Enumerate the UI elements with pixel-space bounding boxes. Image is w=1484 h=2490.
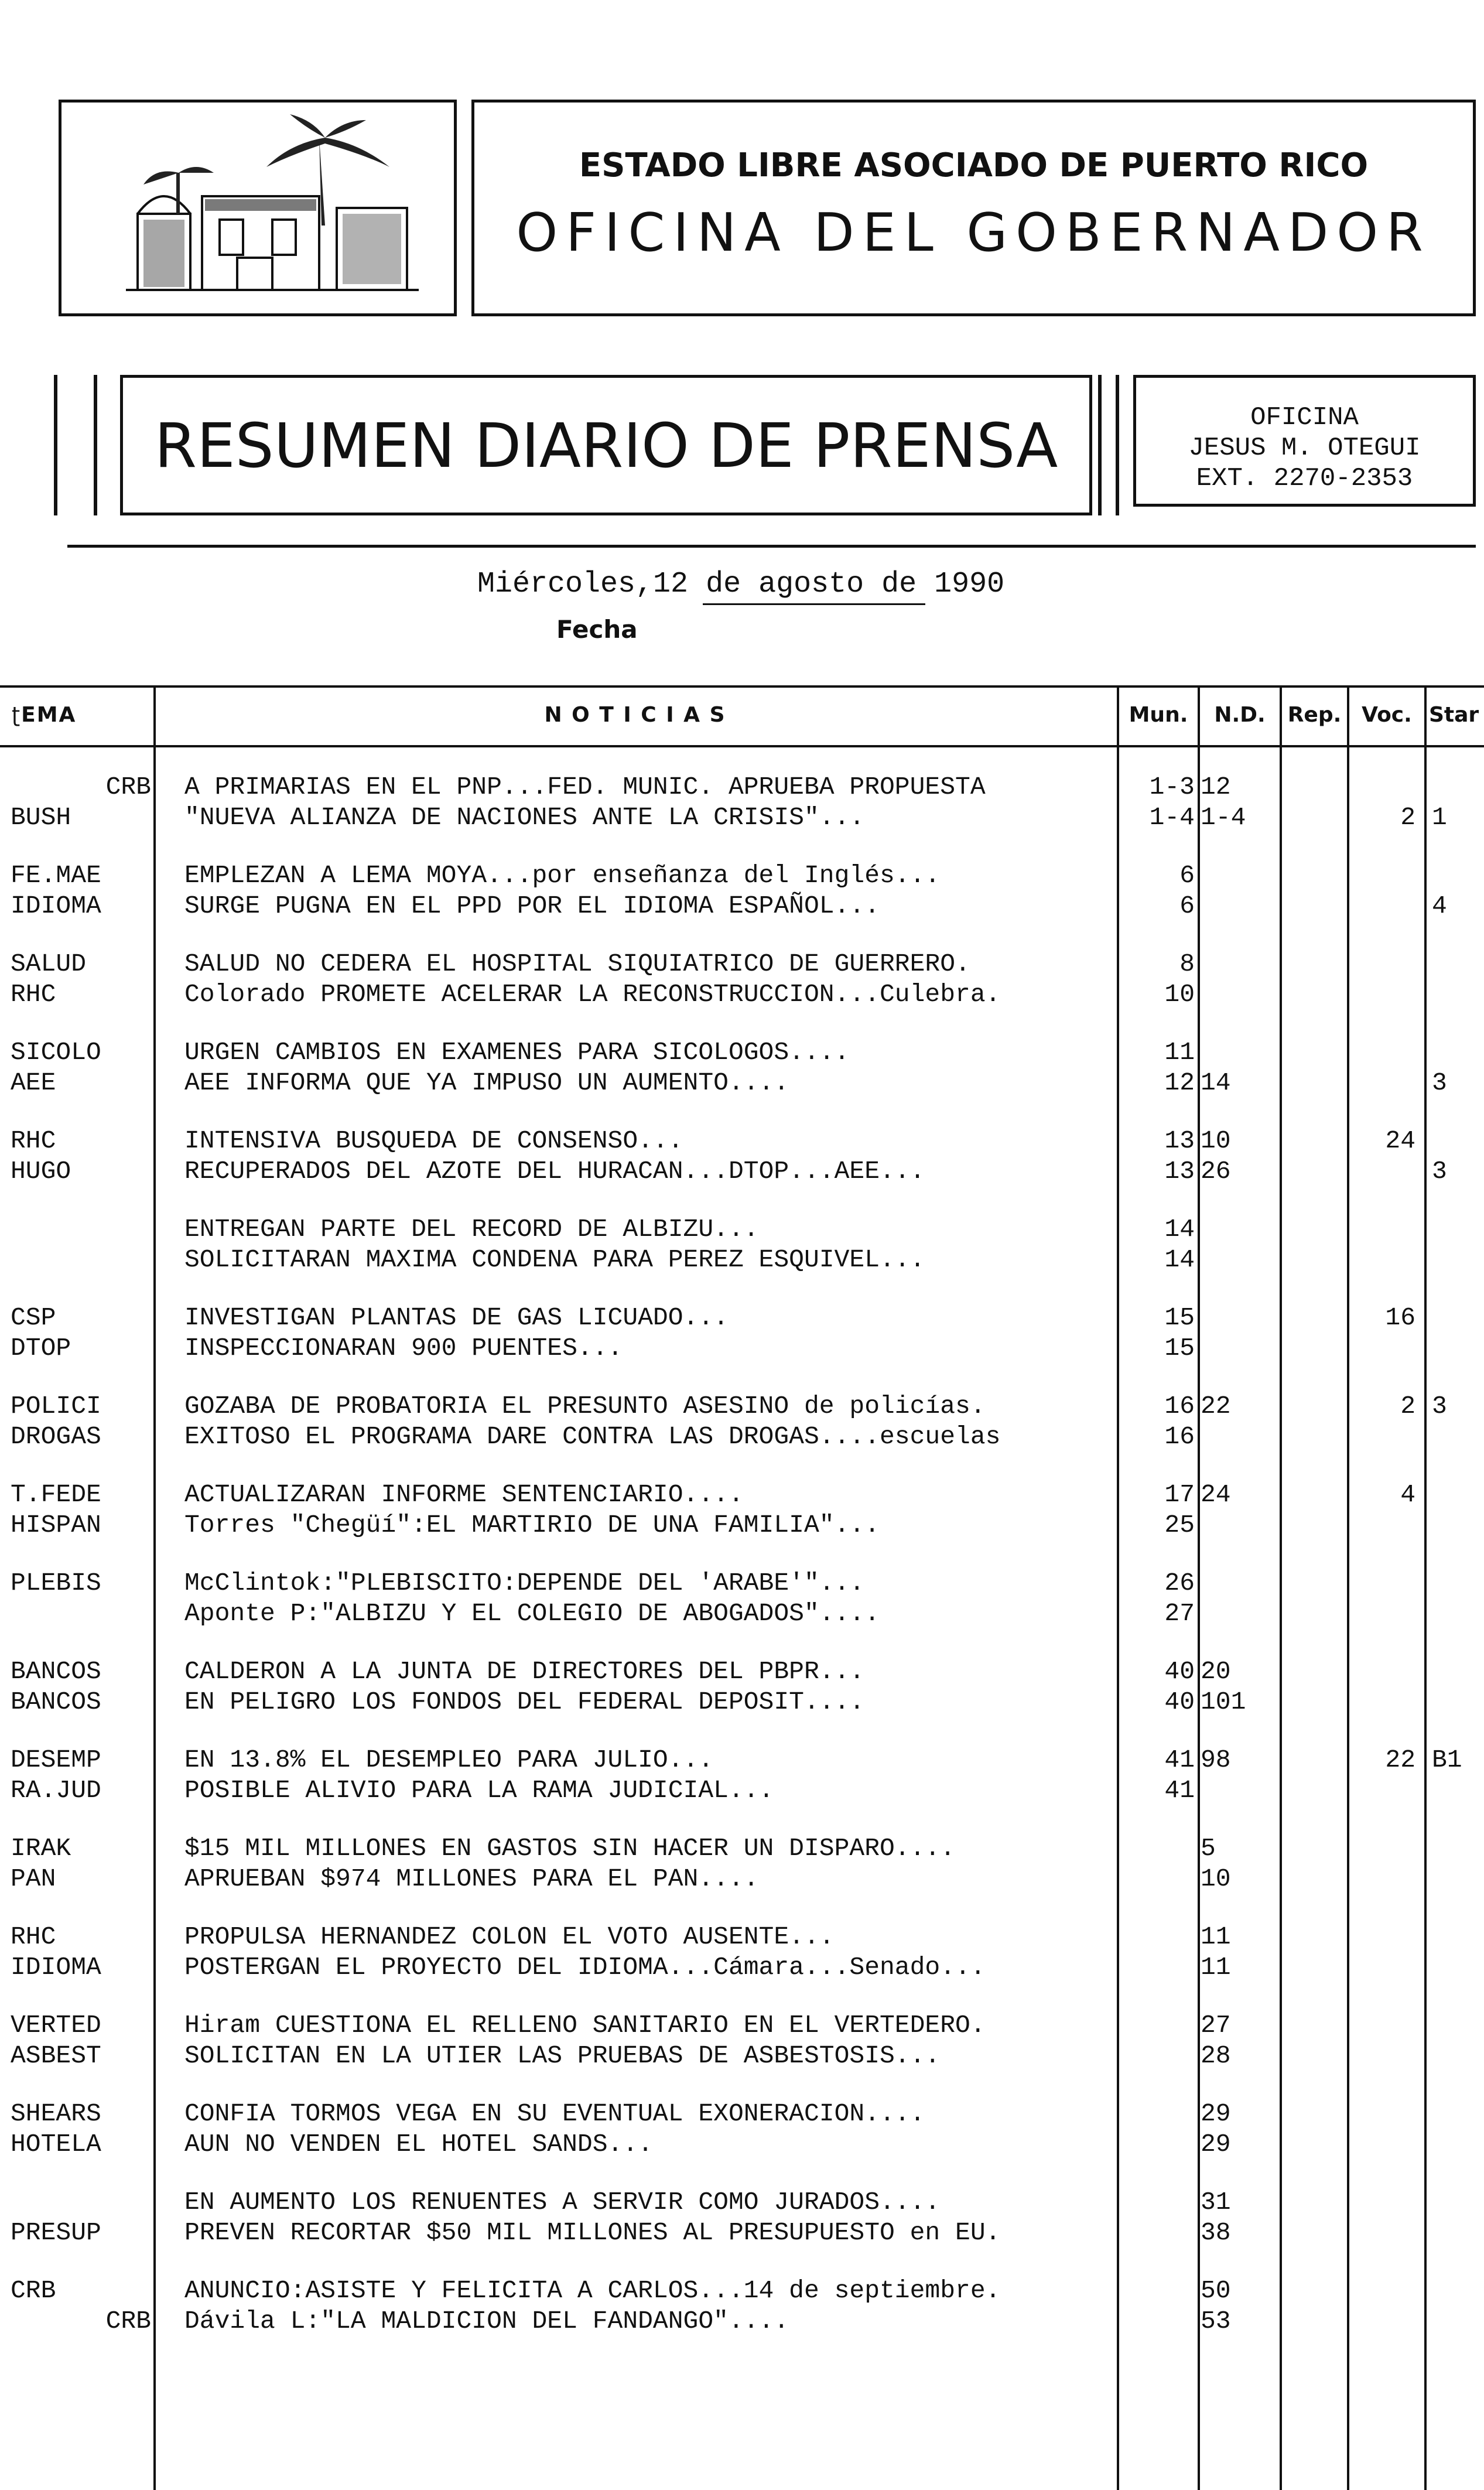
row-voc-page: 4: [1400, 1480, 1415, 1509]
row-mun-page: 14: [1164, 1245, 1195, 1274]
row-mun-page: 15: [1164, 1303, 1195, 1332]
row-nd-page: 11: [1201, 1922, 1231, 1951]
row-mun-page: 11: [1164, 1038, 1195, 1067]
row-nd-page: 5: [1201, 1834, 1216, 1863]
row-nd-page: 10: [1201, 1126, 1231, 1155]
row-headline: Torres "Chegüí":EL MARTIRIO DE UNA FAMILIA"...: [184, 1511, 880, 1539]
row-star-page: B1: [1432, 1746, 1462, 1774]
row-tema: DTOP: [11, 1334, 71, 1362]
row-mun-page: 1-3: [1149, 773, 1195, 801]
col-header-tema-text: EMA: [21, 703, 77, 727]
row-headline: SOLICITARAN MAXIMA CONDENA PARA PEREZ ESQUIVEL...: [184, 1245, 925, 1274]
page-title: RESUMEN DIARIO DE PRENSA: [154, 410, 1058, 481]
row-mun-page: 15: [1164, 1334, 1195, 1362]
row-nd-page: 10: [1201, 1864, 1231, 1893]
row-mun-page: 40: [1164, 1688, 1195, 1716]
row-tema: RHC: [11, 1922, 56, 1951]
office-label: OFICINA: [1250, 403, 1359, 432]
row-mun-page: 1-4: [1149, 803, 1195, 832]
row-tema: DESEMP: [11, 1746, 101, 1774]
row-headline: SOLICITAN EN LA UTIER LAS PRUEBAS DE ASBESTOSIS...: [184, 2041, 941, 2070]
row-voc-page: 16: [1385, 1303, 1415, 1332]
row-headline: POSTERGAN EL PROYECTO DEL IDIOMA...Cámara...Senado...: [184, 1953, 986, 1982]
row-headline: CALDERON A LA JUNTA DE DIRECTORES DEL PBPR...: [184, 1657, 865, 1686]
row-tema: BANCOS: [11, 1657, 101, 1686]
row-nd-page: 98: [1201, 1746, 1231, 1774]
row-tema: FE.MAE: [11, 861, 101, 890]
row-nd-page: 29: [1201, 2130, 1231, 2158]
row-headline: EXITOSO EL PROGRAMA DARE CONTRA LAS DROGAS....escuelas: [184, 1422, 1001, 1451]
row-headline: $15 MIL MILLONES EN GASTOS SIN HACER UN DISPARO....: [184, 1834, 956, 1863]
row-star-page: 3: [1432, 1068, 1447, 1097]
row-tema: BUSH: [11, 803, 71, 832]
row-tema: RA.JUD: [11, 1776, 101, 1805]
row-nd-page: 50: [1201, 2276, 1231, 2305]
row-tema: RHC: [11, 1126, 56, 1155]
row-headline: ANUNCIO:ASISTE Y FELICITA A CARLOS...14 de septiembre.: [184, 2276, 1001, 2305]
row-nd-page: 101: [1201, 1688, 1246, 1716]
row-headline: SURGE PUGNA EN EL PPD POR EL IDIOMA ESPAÑOL...: [184, 892, 880, 920]
row-headline: INSPECCIONARAN 900 PUENTES...: [184, 1334, 623, 1362]
row-tema: VERTED: [11, 2011, 101, 2040]
row-mun-page: 6: [1179, 892, 1195, 920]
row-headline: EN PELIGRO LOS FONDOS DEL FEDERAL DEPOSIT....: [184, 1688, 865, 1716]
row-mun-page: 16: [1164, 1392, 1195, 1420]
row-star-page: 3: [1432, 1392, 1447, 1420]
row-nd-page: 22: [1201, 1392, 1231, 1420]
row-headline: A PRIMARIAS EN EL PNP...FED. MUNIC. APRUEBA PROPUESTA: [184, 773, 986, 801]
col-header-mun: Mun.: [1129, 703, 1188, 727]
row-mun-page: 14: [1164, 1215, 1195, 1244]
office-extension: EXT. 2270-2353: [1196, 464, 1413, 493]
office-line: OFICINA DEL GOBERNADOR: [516, 202, 1431, 264]
row-headline: GOZABA DE PROBATORIA EL PRESUNTO ASESINO de policías.: [184, 1392, 986, 1420]
row-tema: HISPAN: [11, 1511, 101, 1539]
row-nd-page: 38: [1201, 2218, 1231, 2247]
row-headline: INVESTIGAN PLANTAS DE GAS LICUADO...: [184, 1303, 729, 1332]
row-nd-page: 24: [1201, 1480, 1231, 1509]
row-voc-page: 2: [1400, 1392, 1415, 1420]
row-tema: CRB: [11, 2276, 56, 2305]
row-tema: POLICI: [11, 1392, 101, 1420]
row-nd-page: 14: [1201, 1068, 1231, 1097]
row-tema: IRAK: [11, 1834, 71, 1863]
state-line: ESTADO LIBRE ASOCIADO DE PUERTO RICO: [579, 146, 1369, 185]
report-date: Miércoles,12 de agosto de 1990: [477, 568, 1005, 601]
col-header-nd: N.D.: [1214, 703, 1266, 727]
row-tema: CRB: [105, 773, 151, 801]
col-header-voc: Voc.: [1362, 703, 1412, 727]
row-tema: IDIOMA: [11, 892, 101, 920]
row-voc-page: 24: [1385, 1126, 1415, 1155]
row-nd-page: 28: [1201, 2041, 1231, 2070]
row-headline: AUN NO VENDEN EL HOTEL SANDS...: [184, 2130, 653, 2158]
row-tema: PAN: [11, 1864, 56, 1893]
row-tema: PLEBIS: [11, 1569, 101, 1597]
row-voc-page: 22: [1385, 1746, 1415, 1774]
row-headline: EN AUMENTO LOS RENUENTES A SERVIR COMO JURADOS....: [184, 2188, 941, 2216]
row-mun-page: 6: [1179, 861, 1195, 890]
row-tema: RHC: [11, 980, 56, 1009]
row-tema: HOTELA: [11, 2130, 101, 2158]
col-header-noticias: N O T I C I A S: [544, 703, 726, 727]
row-tema: SICOLO: [11, 1038, 101, 1067]
row-mun-page: 13: [1164, 1126, 1195, 1155]
row-headline: ENTREGAN PARTE DEL RECORD DE ALBIZU...: [184, 1215, 759, 1244]
row-headline: EN 13.8% EL DESEMPLEO PARA JULIO...: [184, 1746, 714, 1774]
col-header-tema-cut: ʈ: [12, 703, 22, 727]
col-header-star: Star: [1429, 703, 1479, 727]
row-tema: IDIOMA: [11, 1953, 101, 1982]
row-headline: ACTUALIZARAN INFORME SENTENCIARIO....: [184, 1480, 744, 1509]
row-mun-page: 26: [1164, 1569, 1195, 1597]
row-headline: PROPULSA HERNANDEZ COLON EL VOTO AUSENTE...: [184, 1922, 835, 1951]
row-star-page: 1: [1432, 803, 1447, 832]
row-tema: PRESUP: [11, 2218, 101, 2247]
row-tema: AEE: [11, 1068, 56, 1097]
row-tema: SHEARS: [11, 2099, 101, 2128]
row-headline: SALUD NO CEDERA EL HOSPITAL SIQUIATRICO DE GUERRERO.: [184, 949, 970, 978]
row-nd-page: 27: [1201, 2011, 1231, 2040]
row-mun-page: 13: [1164, 1157, 1195, 1186]
row-nd-page: 26: [1201, 1157, 1231, 1186]
row-mun-page: 8: [1179, 949, 1195, 978]
row-headline: PREVEN RECORTAR $50 MIL MILLONES AL PRESUPUESTO en EU.: [184, 2218, 1001, 2247]
row-mun-page: 12: [1164, 1068, 1195, 1097]
row-headline: Dávila L:"LA MALDICION DEL FANDANGO"....: [184, 2307, 789, 2335]
row-headline: EMPLEZAN A LEMA MOYA...por enseñanza del Inglés...: [184, 861, 941, 890]
row-headline: McClintok:"PLEBISCITO:DEPENDE DEL 'ARABE'"...: [184, 1569, 865, 1597]
row-star-page: 3: [1432, 1157, 1447, 1186]
row-mun-page: 25: [1164, 1511, 1195, 1539]
row-nd-page: 11: [1201, 1953, 1231, 1982]
row-mun-page: 41: [1164, 1776, 1195, 1805]
row-headline: RECUPERADOS DEL AZOTE DEL HURACAN...DTOP...AEE...: [184, 1157, 925, 1186]
row-nd-page: 53: [1201, 2307, 1231, 2335]
row-headline: "NUEVA ALIANZA DE NACIONES ANTE LA CRISIS"...: [184, 803, 865, 832]
row-tema: ASBEST: [11, 2041, 101, 2070]
office-contact-name: JESUS M. OTEGUI: [1188, 433, 1421, 463]
row-headline: Hiram CUESTIONA EL RELLENO SANITARIO EN EL VERTEDERO.: [184, 2011, 986, 2040]
row-nd-page: 20: [1201, 1657, 1231, 1686]
row-headline: URGEN CAMBIOS EN EXAMENES PARA SICOLOGOS....: [184, 1038, 850, 1067]
row-voc-page: 2: [1400, 803, 1415, 832]
row-mun-page: 27: [1164, 1599, 1195, 1628]
row-mun-page: 10: [1164, 980, 1195, 1009]
row-nd-page: 12: [1201, 773, 1231, 801]
row-headline: CONFIA TORMOS VEGA EN SU EVENTUAL EXONERACION....: [184, 2099, 925, 2128]
row-mun-page: 16: [1164, 1422, 1195, 1451]
row-tema: HUGO: [11, 1157, 71, 1186]
row-headline: INTENSIVA BUSQUEDA DE CONSENSO...: [184, 1126, 683, 1155]
row-headline: Colorado PROMETE ACELERAR LA RECONSTRUCCION...Culebra.: [184, 980, 1001, 1009]
row-mun-page: 17: [1164, 1480, 1195, 1509]
row-nd-page: 31: [1201, 2188, 1231, 2216]
row-headline: Aponte P:"ALBIZU Y EL COLEGIO DE ABOGADOS"....: [184, 1599, 880, 1628]
row-nd-page: 1-4: [1201, 803, 1246, 832]
row-tema: CRB: [105, 2307, 151, 2335]
row-mun-page: 41: [1164, 1746, 1195, 1774]
row-headline: APRUEBAN $974 MILLONES PARA EL PAN....: [184, 1864, 759, 1893]
row-headline: POSIBLE ALIVIO PARA LA RAMA JUDICIAL...: [184, 1776, 774, 1805]
row-tema: T.FEDE: [11, 1480, 101, 1509]
col-header-rep: Rep.: [1287, 703, 1342, 727]
row-tema: SALUD: [11, 949, 87, 978]
row-nd-page: 29: [1201, 2099, 1231, 2128]
row-headline: AEE INFORMA QUE YA IMPUSO UN AUMENTO....: [184, 1068, 789, 1097]
row-mun-page: 40: [1164, 1657, 1195, 1686]
row-star-page: 4: [1432, 892, 1447, 920]
row-tema: CSP: [11, 1303, 56, 1332]
row-tema: BANCOS: [11, 1688, 101, 1716]
date-label: Fecha: [556, 615, 638, 644]
row-tema: DROGAS: [11, 1422, 101, 1451]
